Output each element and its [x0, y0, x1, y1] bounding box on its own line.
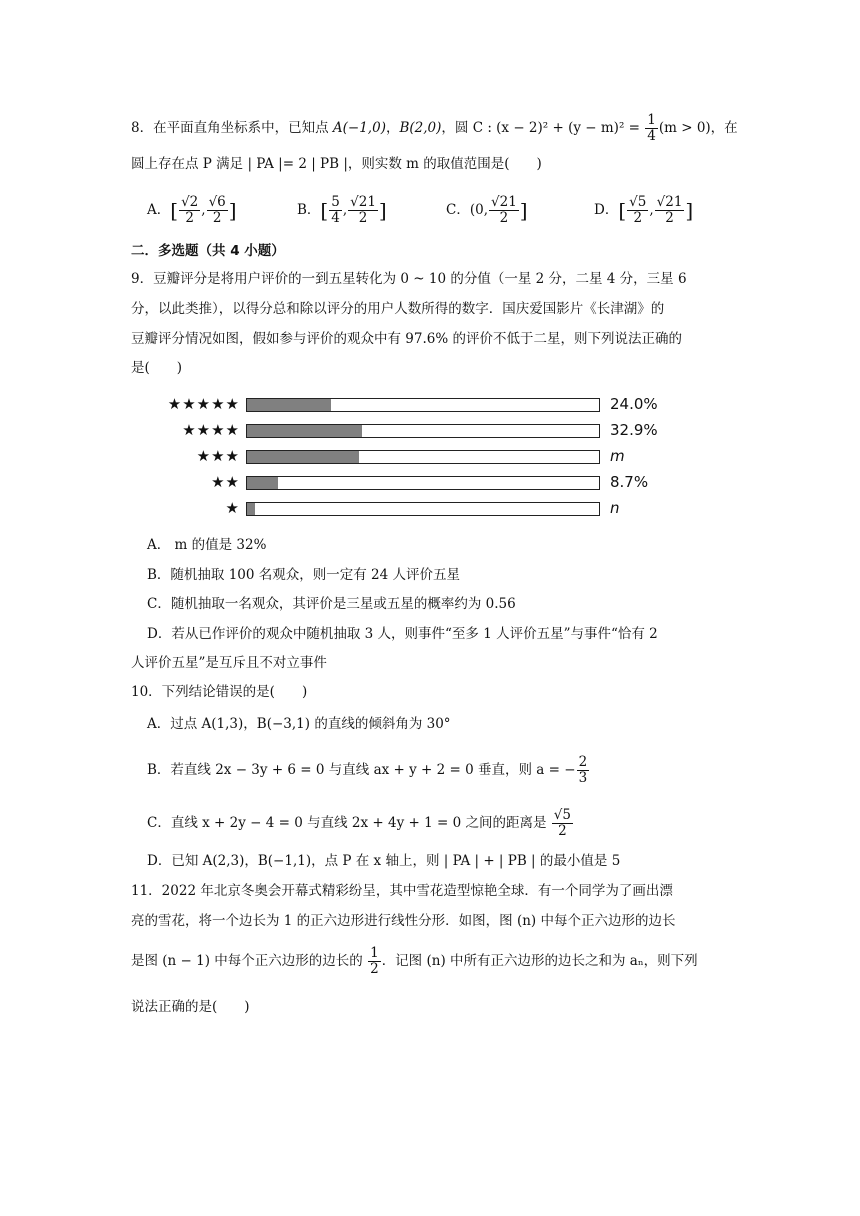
bar-track-5: [246, 398, 600, 412]
bar-value-label-5: 24.0%: [610, 395, 658, 413]
bar-fill-1: [247, 503, 255, 515]
star-label-2: ★★: [211, 473, 240, 491]
bar-fill-3: [247, 451, 359, 463]
bar-value-label-3: m: [610, 447, 625, 465]
bar-value-label-2: 8.7%: [610, 473, 649, 491]
q8-line2: 圆上存在点 P 满足 | PA |= 2 | PB |，则实数 m 的取值范围是( ): [131, 156, 542, 172]
star-label-1: ★: [225, 499, 240, 517]
bar-track-4: [246, 424, 600, 438]
q9-line1: 9．豆瓣评分是将用户评价的一到五星转化为 0 ~ 10 的分值（一星 2 分，二星 4 分，三星 6: [131, 271, 687, 287]
q8-point-a: A(−1,0): [332, 120, 386, 136]
q9-line4: 是( ): [131, 360, 183, 376]
q10-option-c: C．直线 x + 2y − 4 = 0 与直线 2x + 4y + 1 = 0 之间的距离是 $\frac{√5}{2}$: [147, 807, 571, 839]
q9-option-a: A． m 的值是 32%: [147, 537, 267, 553]
star-label-3: ★★★: [196, 447, 240, 465]
bar-fill-5: [247, 399, 331, 411]
q11-line1: 11．2022 年北京冬奥会开幕式精彩纷呈，其中雪花造型惊艳全球．有一个同学为了画出漂: [131, 883, 673, 899]
q10-stem: 10．下列结论错误的是( ): [131, 684, 308, 700]
bar-fill-4: [247, 425, 362, 437]
q8-line1: 8．在平面直角坐标系中，已知点 A(−1,0)，B(2,0)，圆 C : (x − 2)² + (y − m)² = $\frac{1}{4}$ (m > 0)，在: [131, 112, 738, 144]
q9-option-d-line2: 人评价五星”是互斥且不对立事件: [131, 655, 327, 671]
q9-line2: 分，以此类推），以得分总和除以评分的用户人数所得的数字．国庆爱国影片《长津湖》的: [131, 301, 665, 317]
q9-option-c: C．随机抽取一名观众，其评价是三星或五星的概率约为 0.56: [147, 596, 516, 612]
bar-track-1: [246, 502, 600, 516]
q8-intro: 8．在平面直角坐标系中，已知点: [131, 120, 333, 136]
section-heading: 二．多选题（共 4 小题）: [131, 243, 285, 259]
q8-circle-eq: ，圆 C : (x − 2)² + (y − m)² =: [441, 120, 645, 136]
star-label-5: ★★★★★: [167, 395, 240, 413]
q8-option-d: D．[ $\frac{√5}{2}$ , $\frac{√21}{2}$ ]: [594, 194, 694, 226]
q8-option-b: B．[ $\frac{5}{4}$ , $\frac{√21}{2}$ ]: [297, 194, 387, 226]
q9-option-b: B．随机抽取 100 名观众，则一定有 24 人评价五星: [147, 567, 461, 583]
q8-circle-frac: $\frac{1}{4}$: [647, 112, 656, 144]
bar-track-2: [246, 476, 600, 490]
q8-circle-cond: (m > 0)，在: [658, 120, 738, 136]
bar-value-label-4: 32.9%: [610, 421, 658, 439]
q11-line3: 是图 (n − 1) 中每个正六边形的边长的 $\frac{1}{2}$ ．记图 (n) 中所有正六边形的边长之和为 aₙ，则下列: [131, 945, 698, 977]
bar-track-3: [246, 450, 600, 464]
bar-fill-2: [247, 477, 278, 489]
q8-option-a: A．[ $\frac{√2}{2}$ , $\frac{√6}{2}$ ]: [147, 194, 237, 226]
q10-option-b: B．若直线 2x − 3y + 6 = 0 与直线 ax + y + 2 = 0 垂直，则 a = − $\frac{2}{3}$: [147, 754, 588, 786]
q10-option-d: D．已知 A(2,3)，B(−1,1)，点 P 在 x 轴上，则 | PA | + | PB | 的最小值是 5: [147, 853, 621, 869]
q9-line3: 豆瓣评分情况如图，假如参与评价的观众中有 97.6% 的评价不低于二星，则下列说法正确的: [131, 331, 682, 347]
q8-option-c: C．(0, $\frac{√21}{2}$ ]: [446, 194, 528, 226]
bar-value-label-1: n: [610, 499, 620, 517]
q10-option-a: A．过点 A(1,3)，B(−3,1) 的直线的倾斜角为 30°: [147, 716, 451, 732]
q11-line2: 亮的雪花，将一个边长为 1 的正六边形进行线性分形．如图，图 (n) 中每个正六边形的边长: [131, 913, 676, 929]
q8-point-b: B(2,0): [399, 120, 442, 136]
star-label-4: ★★★★: [182, 421, 240, 439]
q9-option-d-line1: D．若从已作评价的观众中随机抽取 3 人，则事件“至多 1 人评价五星”与事件“恰有 2: [147, 626, 658, 642]
q11-line4: 说法正确的是( ): [131, 999, 250, 1015]
